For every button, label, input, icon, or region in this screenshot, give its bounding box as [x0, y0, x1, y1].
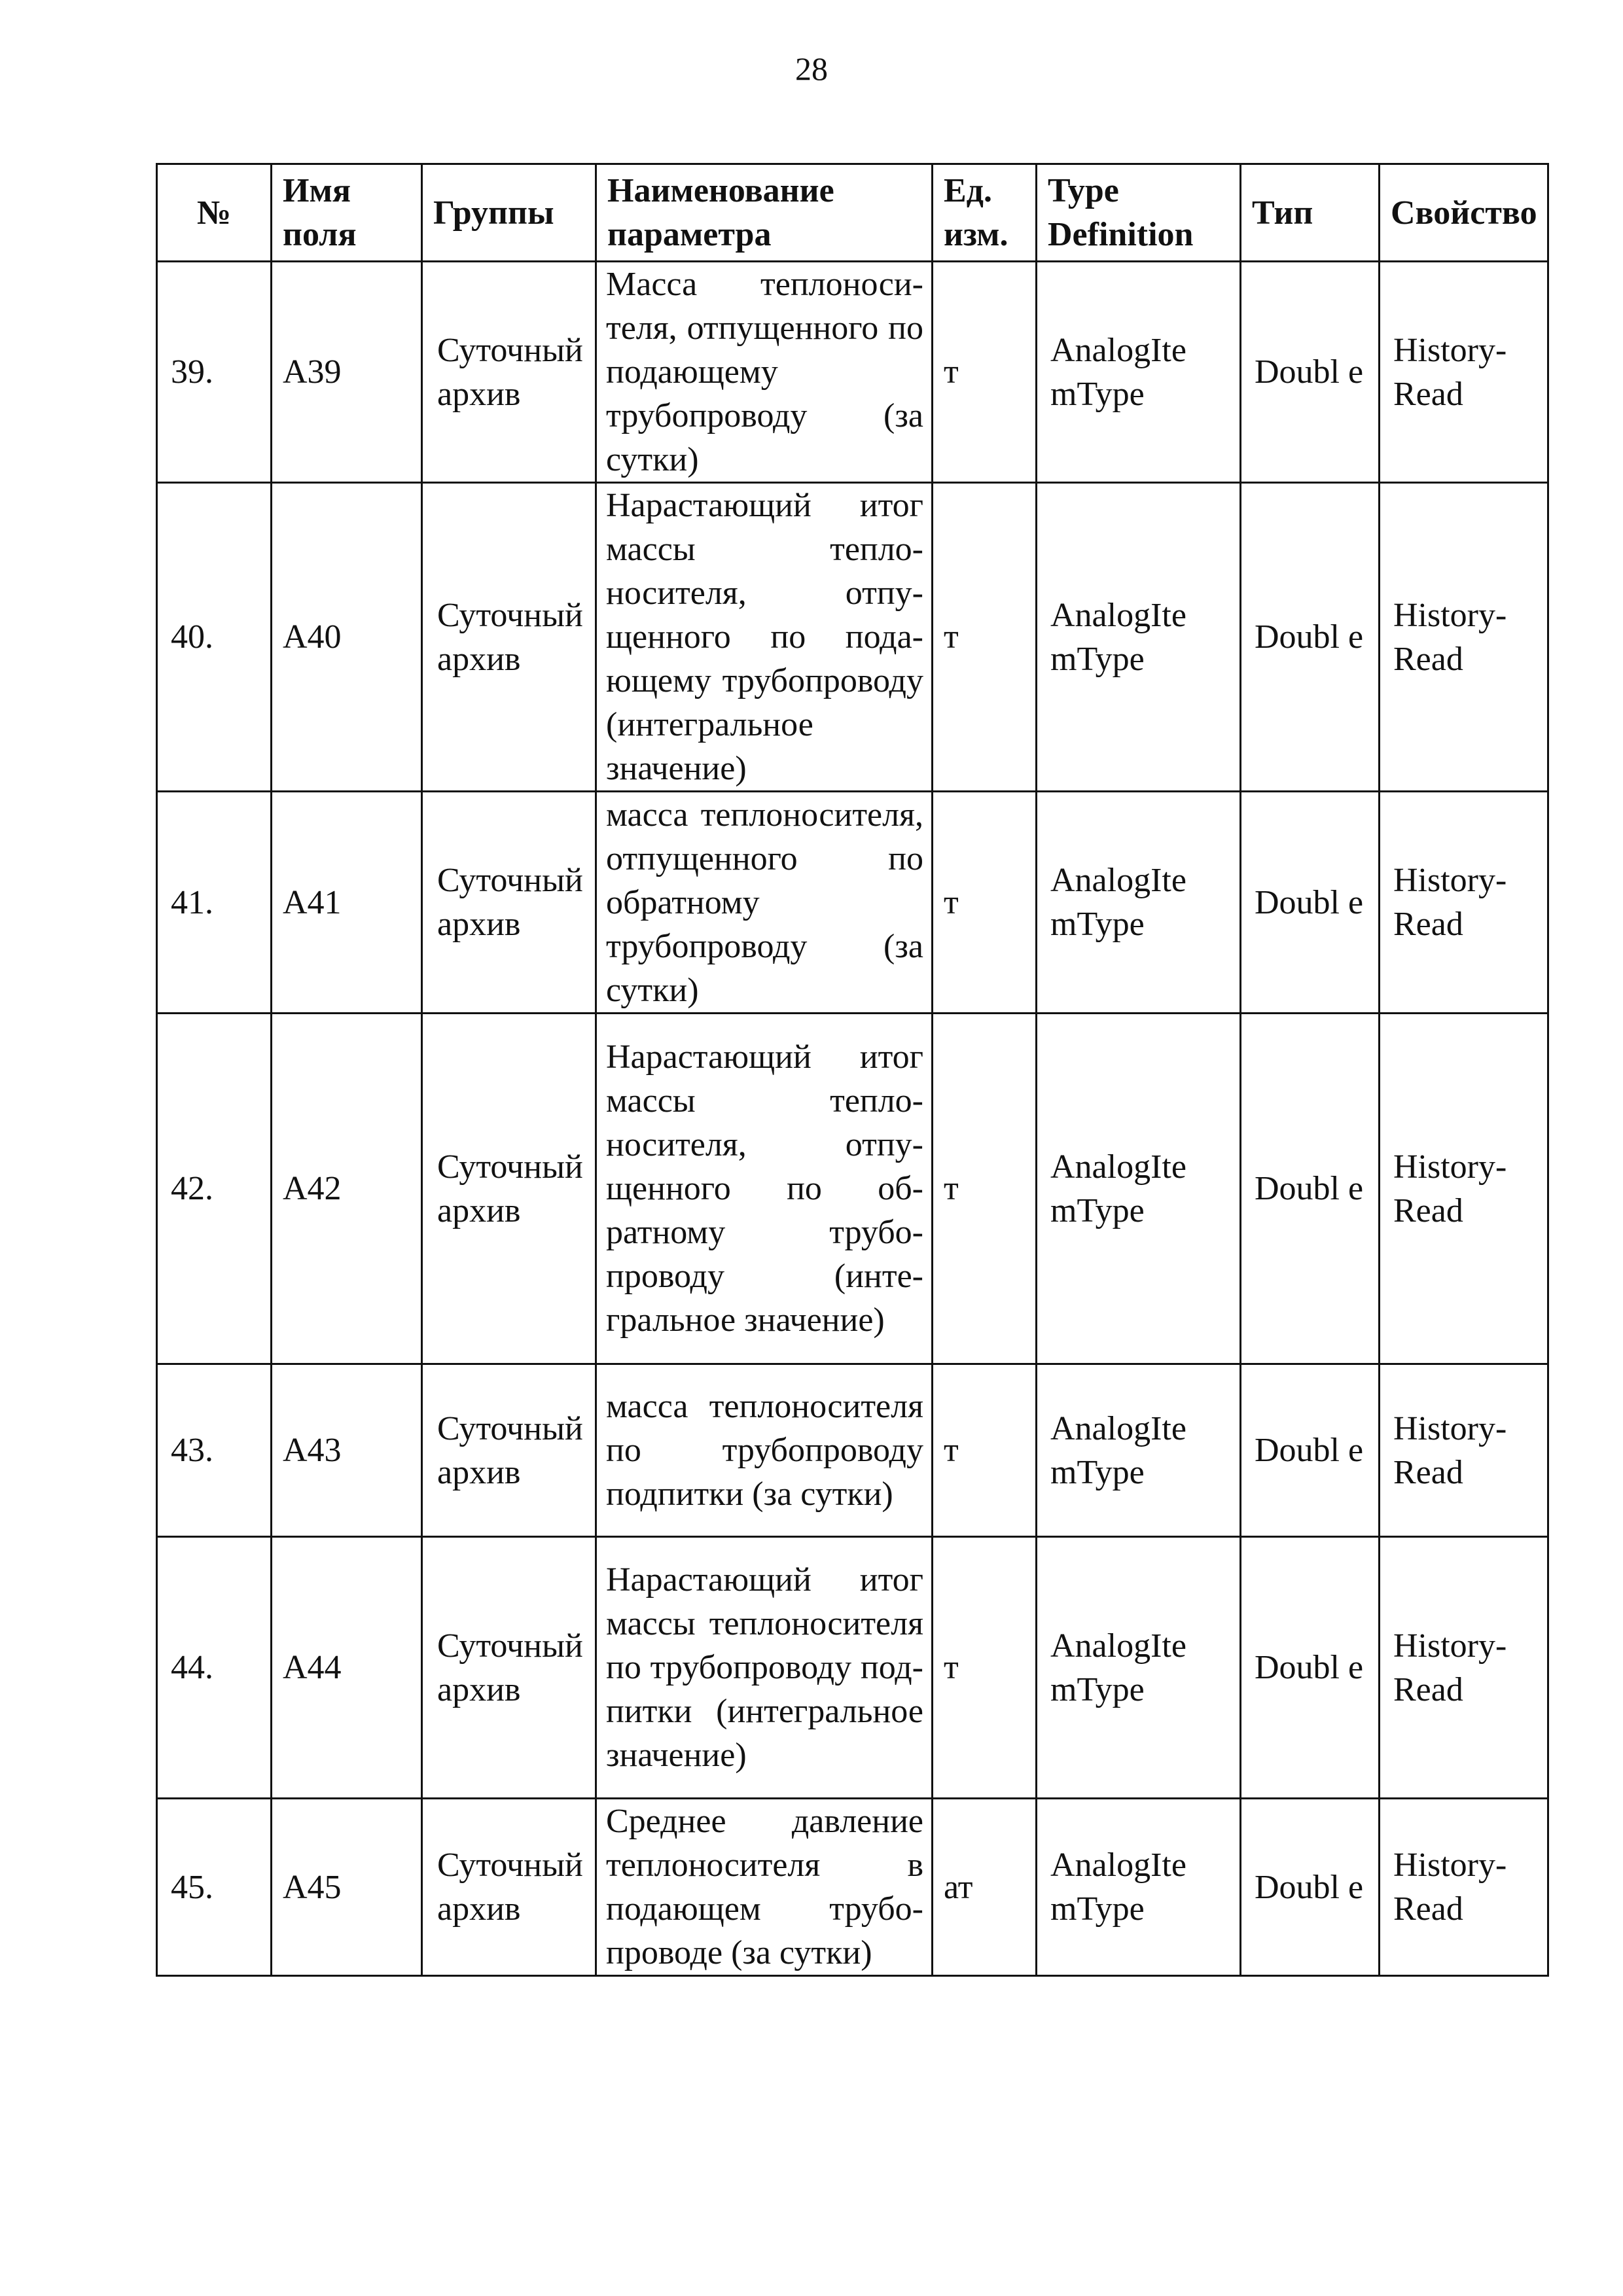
row-field-name: A41: [272, 792, 422, 1014]
header-groups: Группы: [422, 164, 596, 262]
row-property: History-Read: [1380, 262, 1548, 483]
row-unit: т: [933, 1014, 1037, 1364]
row-property: History-Read: [1380, 1537, 1548, 1799]
row-number: 43.: [157, 1364, 272, 1537]
row-group: Суточный архив: [422, 1364, 596, 1537]
row-parameter-name: масса теплоносителя по трубопроводу подпитки (за сутки): [596, 1364, 933, 1537]
row-property: History-Read: [1380, 483, 1548, 792]
table-row: [157, 1014, 1548, 1364]
row-field-name: A40: [272, 483, 422, 792]
row-type: Doubl e: [1241, 1364, 1380, 1537]
row-number: 41.: [157, 792, 272, 1014]
row-type: Doubl e: [1241, 262, 1380, 483]
header-field-name: Имя поля: [272, 164, 422, 262]
row-unit: т: [933, 1537, 1037, 1799]
row-number: 39.: [157, 262, 272, 483]
header-parameter-name: Наименование параметра: [596, 164, 933, 262]
header-num: №: [157, 164, 272, 262]
row-property: History-Read: [1380, 792, 1548, 1014]
row-unit: т: [933, 262, 1037, 483]
row-parameter-name: Нарастающий итог массы теплоносителя, отпущенного по подающему трубопроводу (интегральное значение): [596, 483, 933, 792]
header-unit: Ед. изм.: [933, 164, 1037, 262]
row-type-definition: AnalogIte mType: [1037, 792, 1241, 1014]
header-type-definition: Type Definition: [1037, 164, 1241, 262]
row-type-definition: AnalogIte mType: [1037, 483, 1241, 792]
row-type-definition: AnalogIte mType: [1037, 1014, 1241, 1364]
row-number: 40.: [157, 483, 272, 792]
table-row: [157, 792, 1548, 1014]
row-group: Суточный архив: [422, 1799, 596, 1976]
row-type: Doubl e: [1241, 483, 1380, 792]
row-group: Суточный архив: [422, 792, 596, 1014]
row-type: Doubl e: [1241, 792, 1380, 1014]
row-parameter-name: Нарастающий итог массы теплоносителя по трубопроводу подпитки (интегральное значение): [596, 1537, 933, 1799]
row-property: History-Read: [1380, 1364, 1548, 1537]
page-number: 28: [795, 50, 828, 87]
row-group: Суточный архив: [422, 1014, 596, 1364]
row-unit: ат: [933, 1799, 1037, 1976]
row-property: History-Read: [1380, 1799, 1548, 1976]
row-type-definition: AnalogIte mType: [1037, 262, 1241, 483]
row-group: Суточный архив: [422, 483, 596, 792]
row-group: Суточный архив: [422, 262, 596, 483]
row-unit: т: [933, 1364, 1037, 1537]
table-row: [157, 1364, 1548, 1537]
header-type: Тип: [1241, 164, 1380, 262]
header-property: Свойство: [1380, 164, 1548, 262]
row-number: 44.: [157, 1537, 272, 1799]
row-parameter-name: Масса теплоносителя, отпущенного по подающему трубопроводу (за сутки): [596, 262, 933, 483]
row-type-definition: AnalogIte mType: [1037, 1799, 1241, 1976]
row-group: Суточный архив: [422, 1537, 596, 1799]
row-type: Doubl e: [1241, 1537, 1380, 1799]
row-parameter-name: Среднее давление теплоносителя в подающем трубопроводе (за сутки): [596, 1799, 933, 1976]
row-type: Doubl e: [1241, 1799, 1380, 1976]
table-row: [157, 483, 1548, 792]
row-field-name: A42: [272, 1014, 422, 1364]
table-body: [157, 262, 1548, 1976]
table-row: [157, 1537, 1548, 1799]
row-number: 45.: [157, 1799, 272, 1976]
row-field-name: A39: [272, 262, 422, 483]
row-field-name: A45: [272, 1799, 422, 1976]
row-type: Doubl e: [1241, 1014, 1380, 1364]
row-parameter-name: масса теплоносителя, отпущенного по обратному трубопроводу (за сутки): [596, 792, 933, 1014]
table-header-row: [157, 164, 1548, 262]
row-field-name: A44: [272, 1537, 422, 1799]
row-type-definition: AnalogIte mType: [1037, 1364, 1241, 1537]
row-field-name: A43: [272, 1364, 422, 1537]
table-row: [157, 1799, 1548, 1976]
row-parameter-name: Нарастающий итог массы теплоносителя, отпущенного по обратному трубопроводу (интегральное значение): [596, 1014, 933, 1364]
row-unit: т: [933, 483, 1037, 792]
parameters-table: [156, 163, 1549, 1977]
table-row: [157, 262, 1548, 483]
row-unit: т: [933, 792, 1037, 1014]
row-type-definition: AnalogIte mType: [1037, 1537, 1241, 1799]
row-property: History-Read: [1380, 1014, 1548, 1364]
row-number: 42.: [157, 1014, 272, 1364]
